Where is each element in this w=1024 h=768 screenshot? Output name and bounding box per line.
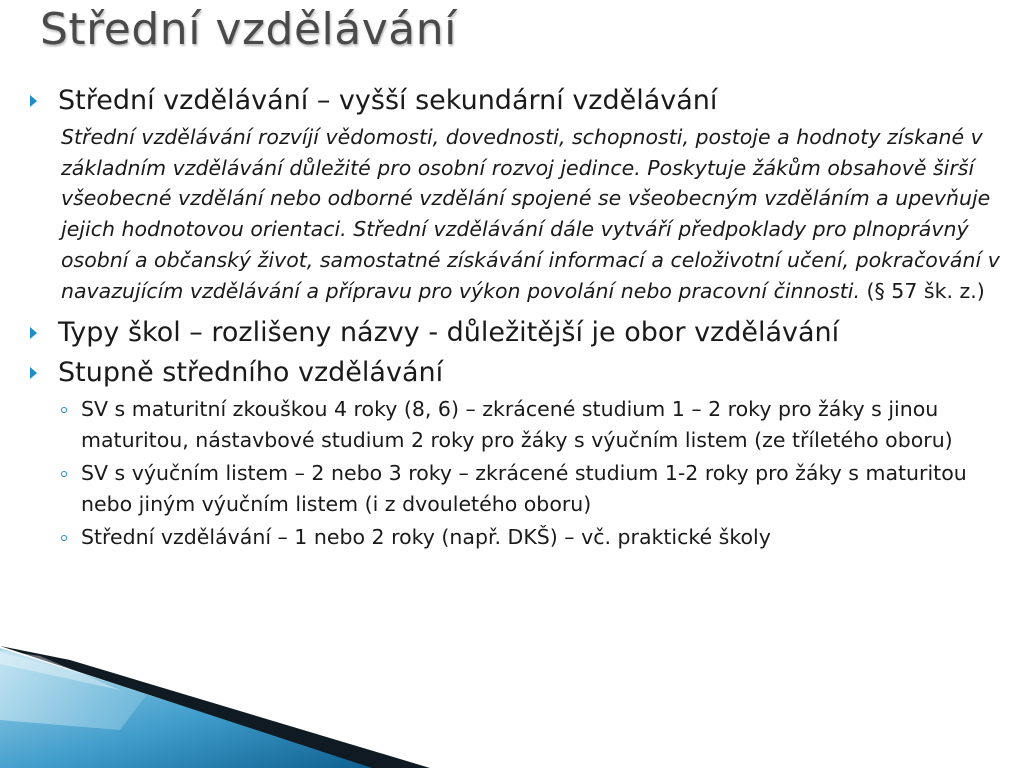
slide-content: [20, 82, 1005, 556]
bullet-school-types: [20, 314, 1005, 352]
sub-bullet-short-programs: [58, 522, 1005, 553]
sub-bullet-maturita: [58, 394, 1005, 455]
triangle-arrow-icon: [30, 327, 37, 339]
decor-blue-wedge: [0, 648, 380, 768]
bullet-text: Střední vzdělávání – vyšší sekundární vzdělávání: [58, 85, 718, 116]
bullet-education-levels: [20, 354, 1005, 392]
education-levels-list: [20, 394, 1005, 553]
hollow-circle-icon: [61, 407, 67, 413]
bullet-secondary-education: [20, 82, 1005, 120]
triangle-arrow-icon: [30, 95, 37, 107]
decor-light-line: [0, 650, 120, 690]
hollow-circle-icon: [61, 535, 67, 541]
law-quote: [61, 122, 1005, 306]
bullet-text: Stupně středního vzdělávání: [58, 357, 444, 389]
sub-bullet-text: Střední vzdělávání – 1 nebo 2 roky (např. DKŠ) – vč. praktické školy: [81, 525, 771, 550]
decor-dark-streak: [0, 646, 430, 768]
sub-bullet-text: SV s maturitní zkouškou 4 roky (8, 6) – zkrácené studium 1 – 2 roky pro žáky s jinou maturitou, nástavbové studium 2 roky pro žáky s výučním listem (ze tříletého oboru): [81, 397, 953, 452]
decor-light-wedge: [0, 652, 150, 730]
quote-citation: (§ 57 šk. z.): [866, 278, 985, 303]
triangle-arrow-icon: [30, 367, 37, 379]
sub-bullet-vyucni-list: [58, 458, 1005, 519]
quote-text: Střední vzdělávání rozvíjí vědomosti, dovednosti, schopnosti, postoje a hodnoty získané v základním vzdělávání důležité pro osobní rozvoj jedince. Poskytuje žákům obsahově širší všeobecné vzdělání nebo odborné vzdělání spojené se všeobecným vzděláním a upevňuje jejich hodnotovou orientaci. Střední vzdělávání dále vytváří předpoklady pro plnoprávný osobní a občanský život, samostatné získávání informací a celoživotní učení, pokračování v navazujícím vzdělávání a přípravu pro výkon povolání nebo pracovní činnosti.: [61, 125, 1000, 303]
bullet-text: Typy škol – rozlišeny názvy - důležitější je obor vzdělávání: [58, 317, 840, 349]
hollow-circle-icon: [61, 471, 67, 477]
sub-bullet-text: SV s výučním listem – 2 nebo 3 roky – zkrácené studium 1-2 roky pro žáky s maturitou nebo jiným výučním listem (i z dvouletého oboru): [81, 461, 967, 516]
slide-title: Střední vzdělávání: [40, 4, 457, 55]
